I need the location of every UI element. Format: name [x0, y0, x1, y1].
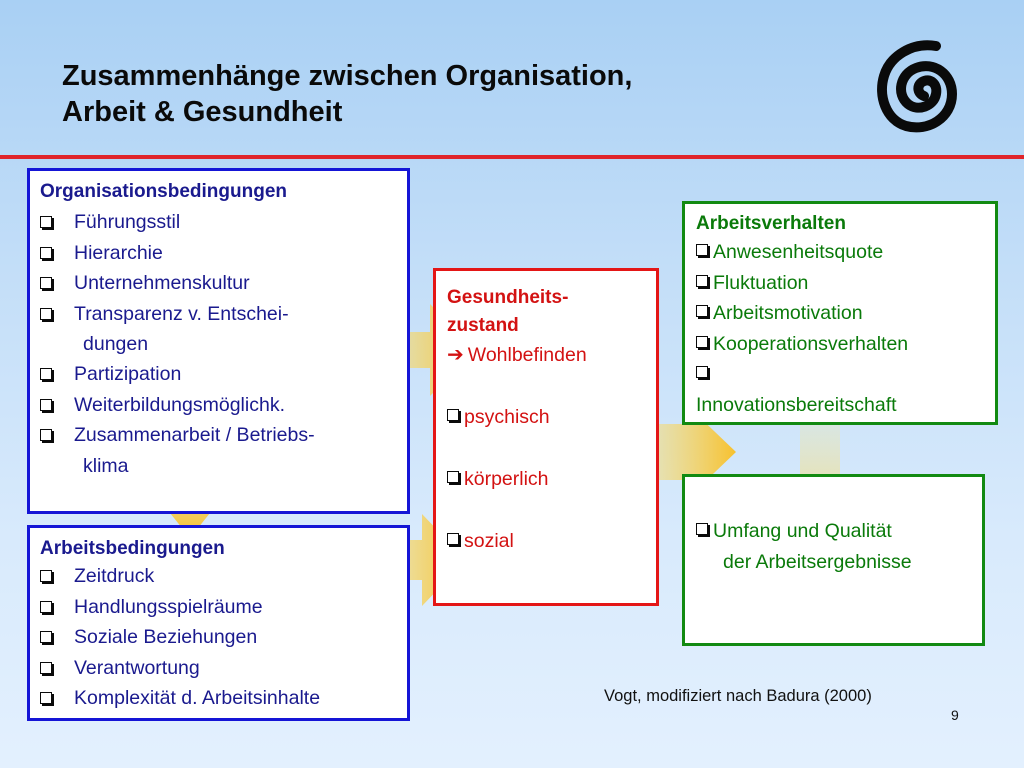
slide-title — [62, 58, 632, 130]
org-conditions-list — [40, 207, 407, 481]
list-item: Soziale Beziehungen — [40, 622, 407, 653]
source-credit: Vogt, modifiziert nach Badura (2000) — [604, 687, 872, 705]
square-bullet-icon — [40, 247, 52, 259]
list-item: Führungsstil — [40, 207, 407, 238]
health-state-list — [447, 340, 656, 557]
work-behavior-title: Arbeitsverhalten — [696, 213, 846, 234]
work-conditions-list — [40, 561, 407, 714]
wellbeing-item: ➔ Wohlbefinden — [447, 344, 587, 366]
list-item — [696, 359, 995, 390]
list-item: Unternehmenskultur — [40, 268, 407, 299]
list-item: Weiterbildungsmöglichk. — [40, 390, 407, 421]
arrow-right-icon: ➔ — [447, 344, 464, 366]
org-conditions-box — [27, 168, 410, 514]
square-bullet-icon — [40, 277, 52, 289]
list-item: Verantwortung — [40, 653, 407, 684]
square-bullet-icon — [696, 336, 708, 348]
title-line-2: Arbeit & Gesundheit — [62, 96, 343, 128]
list-item: Kooperationsverhalten — [696, 329, 995, 360]
work-behavior-list — [696, 237, 995, 420]
list-item: Transparenz v. Entschei- — [40, 299, 407, 330]
square-bullet-icon — [40, 399, 52, 411]
work-behavior-box — [682, 201, 998, 425]
list-item: sozial — [447, 526, 656, 557]
square-bullet-icon — [40, 692, 52, 704]
list-item: Komplexität d. Arbeitsinhalte — [40, 683, 407, 714]
square-bullet-icon — [447, 533, 459, 545]
list-item: Anwesenheitsquote — [696, 237, 995, 268]
list-item: psychisch — [447, 402, 656, 433]
square-bullet-icon — [40, 368, 52, 380]
list-item-continuation: klima — [83, 454, 129, 477]
org-conditions-title: Organisationsbedingungen — [40, 181, 288, 202]
list-item: Hierarchie — [40, 238, 407, 269]
work-conditions-box — [27, 525, 410, 721]
page-number: 9 — [951, 707, 959, 723]
work-results-box — [682, 474, 985, 646]
square-bullet-icon — [696, 244, 708, 256]
square-bullet-icon — [40, 662, 52, 674]
title-line-1: Zusammenhänge zwischen Organisation, — [62, 60, 633, 92]
list-item: Umfang und Qualität — [696, 516, 982, 547]
square-bullet-icon — [696, 523, 708, 535]
health-state-title: Gesundheits- zustand — [447, 287, 569, 336]
spiral-logo-icon — [872, 32, 970, 150]
square-bullet-icon — [40, 631, 52, 643]
work-results-list — [696, 516, 982, 577]
list-item: Arbeitsmotivation — [696, 298, 995, 329]
square-bullet-icon — [696, 305, 708, 317]
list-item: Zeitdruck — [40, 561, 407, 592]
title-divider — [0, 155, 1024, 159]
list-item-continuation: Innovationsbereitschaft — [696, 393, 897, 416]
square-bullet-icon — [40, 216, 52, 228]
square-bullet-icon — [696, 275, 708, 287]
list-item-continuation: dungen — [83, 333, 149, 355]
work-conditions-title: Arbeitsbedingungen — [40, 538, 225, 559]
list-item-continuation: der Arbeitsergebnisse — [723, 550, 912, 573]
square-bullet-icon — [447, 409, 459, 421]
square-bullet-icon — [40, 601, 52, 613]
square-bullet-icon — [696, 366, 708, 378]
square-bullet-icon — [40, 308, 52, 320]
square-bullet-icon — [447, 471, 459, 483]
list-item: Fluktuation — [696, 268, 995, 299]
list-item: körperlich — [447, 464, 656, 495]
health-state-box — [433, 268, 659, 606]
list-item: Zusammenarbeit / Betriebs- — [40, 420, 407, 451]
list-item: Handlungsspielräume — [40, 592, 407, 623]
square-bullet-icon — [40, 429, 52, 441]
square-bullet-icon — [40, 570, 52, 582]
list-item: Partizipation — [40, 359, 407, 390]
